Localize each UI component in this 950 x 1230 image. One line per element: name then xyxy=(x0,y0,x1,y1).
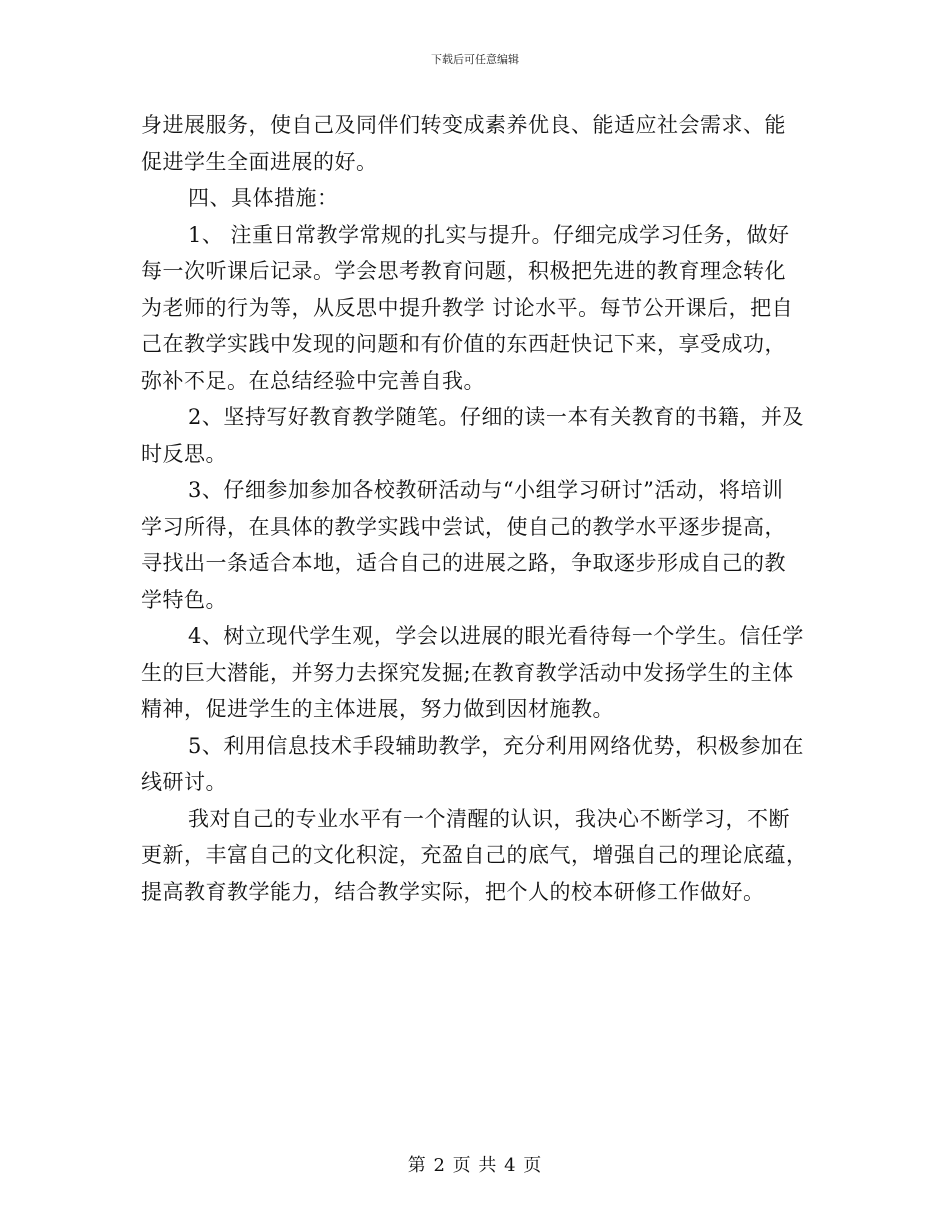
page-header: 下载后可任意编辑 xyxy=(431,53,519,66)
body-line-2: 促进学生全面进展的好。 xyxy=(141,149,378,174)
body-line-17: 精神，促进学生的主体进展，努力做到因材施教。 xyxy=(141,697,614,721)
body-line-8: 弥补不足。在总结经验中完善自我。 xyxy=(141,368,485,393)
body-line-6: 为老师的行为等，从反思中提升教学 讨论水平。每节公开课后，把自 xyxy=(141,295,794,320)
body-line-5: 每一次听课后记录。学会思考教育问题，积极把先进的教育理念转化 xyxy=(141,259,786,283)
body-line-13: 寻找出一条适合本地，适合自己的进展之路，争取逐步形成自己的教 xyxy=(141,551,786,575)
body-line-22: 提高教育教学能力，结合教学实际，把个人的校本研修工作做好。 xyxy=(141,879,765,904)
body-line-21: 更新，丰富自己的文化积淀，充盈自己的底气，增强自己的理论底蕴， xyxy=(141,843,808,867)
body-line-20: 我对自己的专业水平有一个清醒的认识，我决心不断学习，不断 xyxy=(188,806,790,831)
body-line-4: 1、 注重日常教学常规的扎实与提升。仔细完成学习任务，做好 xyxy=(188,222,790,247)
body-line-1: 身进展服务，使自己及同伴们转变成素养优良、能适应社会需求、能 xyxy=(141,113,786,137)
body-line-11: 3、仔细参加参加各校教研活动与“小组学习研讨”活动，将培训 xyxy=(188,478,784,502)
body-line-9: 2、坚持写好教育教学随笔。仔细的读一本有关教育的书籍，并及 xyxy=(188,405,804,429)
body-line-15: 4、树立现代学生观，学会以进展的眼光看待每一个学生。信任学 xyxy=(188,624,804,648)
page-number-footer: 第 2 页 共 4 页 xyxy=(407,1155,543,1176)
body-line-12: 学习所得，在具体的教学实践中尝试，使自己的教学水平逐步提高， xyxy=(141,514,786,539)
body-line-14: 学特色。 xyxy=(141,587,227,612)
body-line-18: 5、利用信息技术手段辅助教学，充分利用网络优势，积极参加在 xyxy=(188,733,804,758)
section-heading-measures: 四、具体措施： xyxy=(188,186,339,210)
document-body xyxy=(141,107,813,910)
body-line-16: 生的巨大潜能，并努力去探究发掘;在教育教学活动中发扬学生的主体 xyxy=(141,660,794,685)
body-line-7: 己在教学实践中发现的问题和有价值的东西赶快记下来，享受成功， xyxy=(141,332,786,356)
body-line-10: 时反思。 xyxy=(141,441,227,466)
body-line-19: 线研讨。 xyxy=(141,770,227,794)
